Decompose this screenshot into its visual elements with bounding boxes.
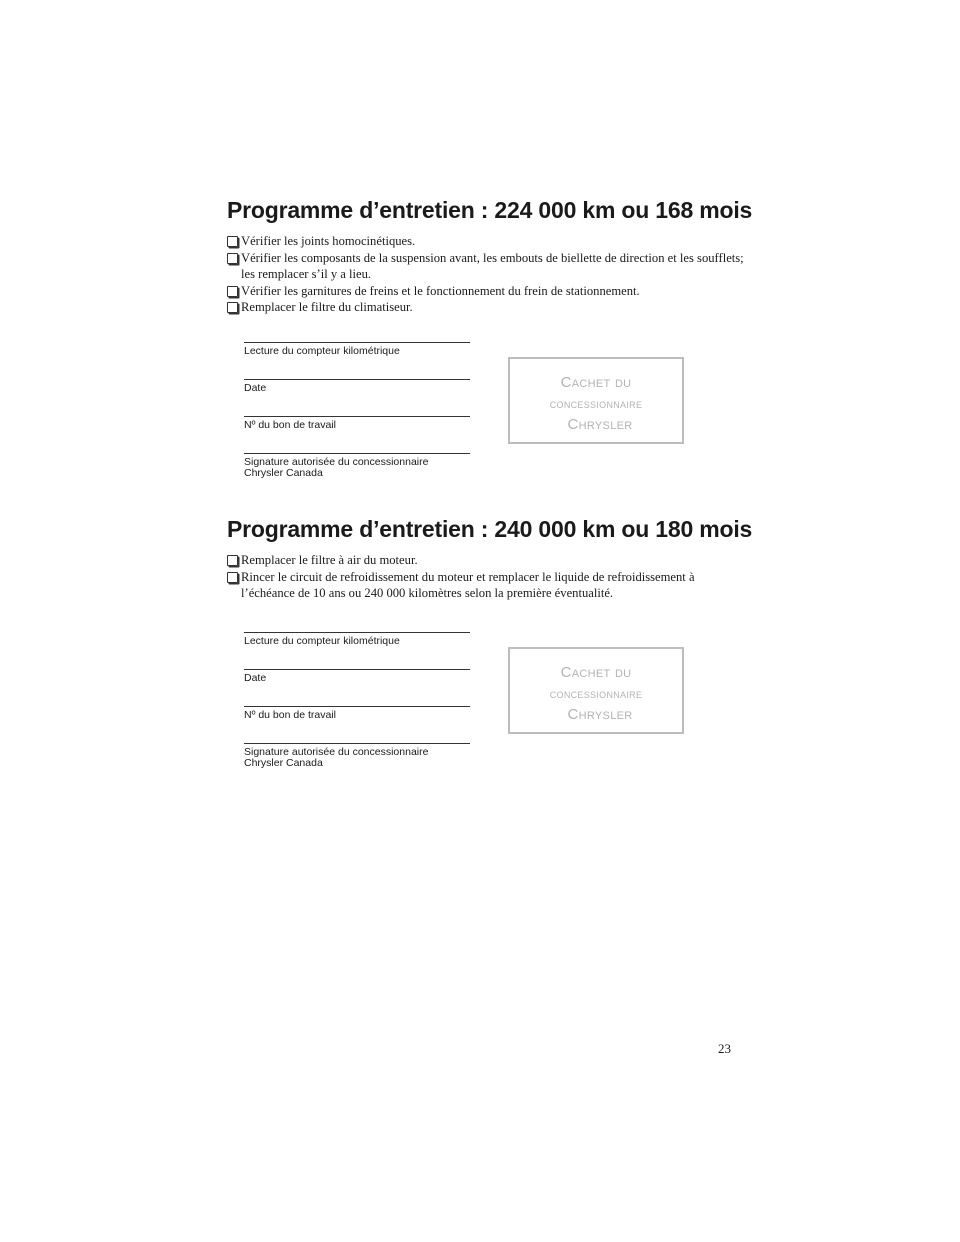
checkbox-icon[interactable] [227, 572, 238, 583]
checkbox-icon[interactable] [227, 286, 238, 297]
checkbox-icon[interactable] [227, 555, 238, 566]
task-text: Vérifier les composants de la suspension avant, les embouts de biellette de direction et les soufflets; les remplacer s’il y a lieu. [241, 250, 744, 281]
task-text: Rincer le circuit de refroidissement du moteur et remplacer le liquide de refroidissement à l’échéance de 10 ans ou 240 000 kilomètres selon la première éventualité. [241, 569, 695, 600]
stamp-text-line: Cachet du [560, 664, 632, 681]
task-item [227, 552, 747, 569]
maintenance-section-1 [227, 196, 753, 316]
section-title: Programme d’entretien : 224 000 km ou 168 mois [227, 197, 753, 223]
signature-label: Signature autorisée du concessionnaire Chrysler Canada [244, 746, 429, 769]
odometer-input-line[interactable] [244, 342, 470, 343]
stamp-text-line: Chrysler [567, 706, 633, 723]
maintenance-section-2 [227, 515, 753, 602]
task-list [227, 552, 747, 602]
date-input-line[interactable] [244, 669, 470, 670]
signature-block-1 [244, 342, 470, 490]
task-item [227, 283, 747, 300]
work-order-field [244, 416, 470, 453]
task-list [227, 233, 747, 316]
odometer-field [244, 632, 470, 669]
date-label: Date [244, 382, 267, 394]
task-text: Remplacer le filtre du climatiseur. [241, 300, 413, 314]
section-title: Programme d’entretien : 240 000 km ou 180 mois [227, 516, 753, 542]
task-text: Remplacer le filtre à air du moteur. [241, 553, 418, 567]
date-label: Date [244, 672, 267, 684]
work-order-input-line[interactable] [244, 416, 470, 417]
signature-label: Signature autorisée du concessionnaire Chrysler Canada [244, 456, 429, 479]
work-order-label: Nº du bon de travail [244, 709, 336, 721]
checkbox-icon[interactable] [227, 253, 238, 264]
stamp-text-line: Chrysler [567, 416, 633, 433]
dealer-stamp-box-1 [508, 357, 684, 444]
task-item [227, 299, 747, 316]
date-input-line[interactable] [244, 379, 470, 380]
signature-input-line[interactable] [244, 453, 470, 454]
date-field [244, 379, 470, 416]
odometer-label: Lecture du compteur kilométrique [244, 635, 400, 647]
task-item [227, 233, 747, 250]
odometer-label: Lecture du compteur kilométrique [244, 345, 400, 357]
stamp-text-line: concessionnaire [549, 686, 643, 701]
work-order-label: Nº du bon de travail [244, 419, 336, 431]
checkbox-icon[interactable] [227, 236, 238, 247]
signature-input-line[interactable] [244, 743, 470, 744]
signature-field [244, 453, 470, 490]
task-text: Vérifier les joints homocinétiques. [241, 234, 416, 248]
checkbox-icon[interactable] [227, 302, 238, 313]
dealer-stamp-box-2 [508, 647, 684, 734]
stamp-text-line: Cachet du [560, 374, 632, 391]
page-number: 23 [718, 1041, 731, 1056]
work-order-field [244, 706, 470, 743]
date-field [244, 669, 470, 706]
work-order-input-line[interactable] [244, 706, 470, 707]
signature-field [244, 743, 470, 780]
signature-block-2 [244, 632, 470, 780]
task-item [227, 569, 747, 602]
task-text: Vérifier les garnitures de freins et le fonctionnement du frein de stationnement. [241, 283, 640, 298]
stamp-text-line: concessionnaire [549, 396, 643, 411]
task-item [227, 250, 747, 283]
odometer-field [244, 342, 470, 379]
odometer-input-line[interactable] [244, 632, 470, 633]
